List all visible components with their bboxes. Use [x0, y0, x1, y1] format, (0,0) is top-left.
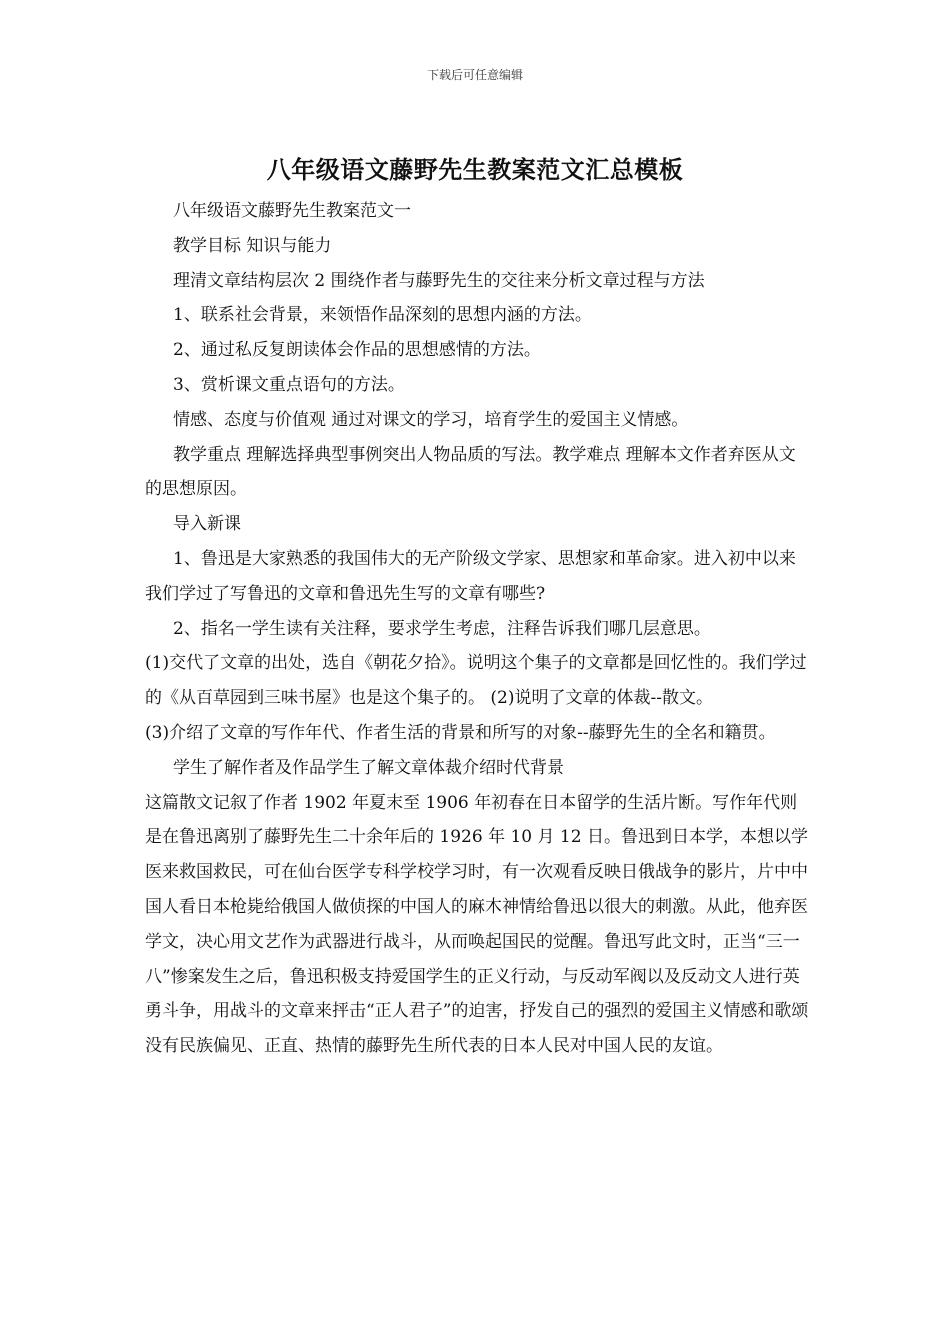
document-title: 八年级语文藤野先生教案范文汇总模板	[266, 155, 684, 184]
paragraph-emotion-goal: 情感、态度与价值观 通过对课文的学习，培育学生的爱国主义情感。	[173, 409, 689, 430]
paragraph-note-1: (1)交代了文章的出处，选自《朝花夕拾》。说明这个集子的文章都是回忆性的。我们学过的《从百草园到三味书屋》也是这个集子的。 (2)说明了文章的体裁--散文。	[145, 653, 807, 709]
paragraph-note-3: (3)介绍了文章的写作年代、作者生活的背景和所写的对象--藤野先生的全名和籍贯。	[145, 722, 776, 743]
paragraph-method-3: 3、赏析课文重点语句的方法。	[173, 374, 405, 395]
paragraph-student-activity: 学生了解作者及作品学生了解文章体裁介绍时代背景	[173, 757, 564, 778]
paragraph-intro-1: 1、鲁迅是大家熟悉的我国伟大的无产阶级文学家、思想家和革命家。进入初中以来我们学过了写鲁迅的文章和鲁迅先生写的文章有哪些?	[145, 548, 796, 604]
paragraph-background: 这篇散文记叙了作者 1902 年夏末至 1906 年初春在日本留学的生活片断。写作年代则是在鲁迅离别了藤野先生二十余年后的 1926 年 10 月 12 日。鲁迅到日本学，本想以学医来救国救民，可在仙台医学专科学校学习时，有一次观看反映日俄战争的影片，片中中国人看日本枪毙给俄国人做侦探的中国人的麻木神情给鲁迅以很大的刺激。从此，他弃医学文，决心用文艺作为武器进行战斗，从而唤起国民的觉醒。鲁迅写此文时，正当“三一八”惨案发生之后，鲁迅积极支持爱国学生的正义行动，与反动军阀以及反动文人进行英勇斗争，用战斗的文章来抨击“正人君子”的迫害，抒发自己的强烈的爱国主义情感和歌颂没有民族偏见、正直、热情的藤野先生所代表的日本人民对中国人民的友谊。	[145, 792, 809, 1057]
paragraph-intro-2: 2、指名一学生读有关注释，要求学生考虑，注释告诉我们哪几层意思。	[173, 618, 711, 639]
paragraph-subtitle: 八年级语文藤野先生教案范文一	[173, 201, 411, 221]
paragraph-intro-heading: 导入新课	[173, 514, 241, 535]
document-body	[145, 194, 810, 1064]
paragraph-key-points: 教学重点 理解选择典型事例突出人物品质的写法。教学难点 理解本文作者弃医从文的思想原因。	[145, 444, 796, 500]
paragraph-method-1: 1、联系社会背景，来领悟作品深刻的思想内涵的方法。	[173, 305, 592, 326]
header-note: 下载后可任意编辑	[426, 68, 523, 82]
paragraph-method-2: 2、通过私反复朗读体会作品的思想感情的方法。	[173, 340, 541, 361]
paragraph-structure: 理清文章结构层次 2 围绕作者与藤野先生的交往来分析文章过程与方法	[173, 270, 705, 291]
paragraph-teaching-goal: 教学目标 知识与能力	[173, 235, 332, 256]
